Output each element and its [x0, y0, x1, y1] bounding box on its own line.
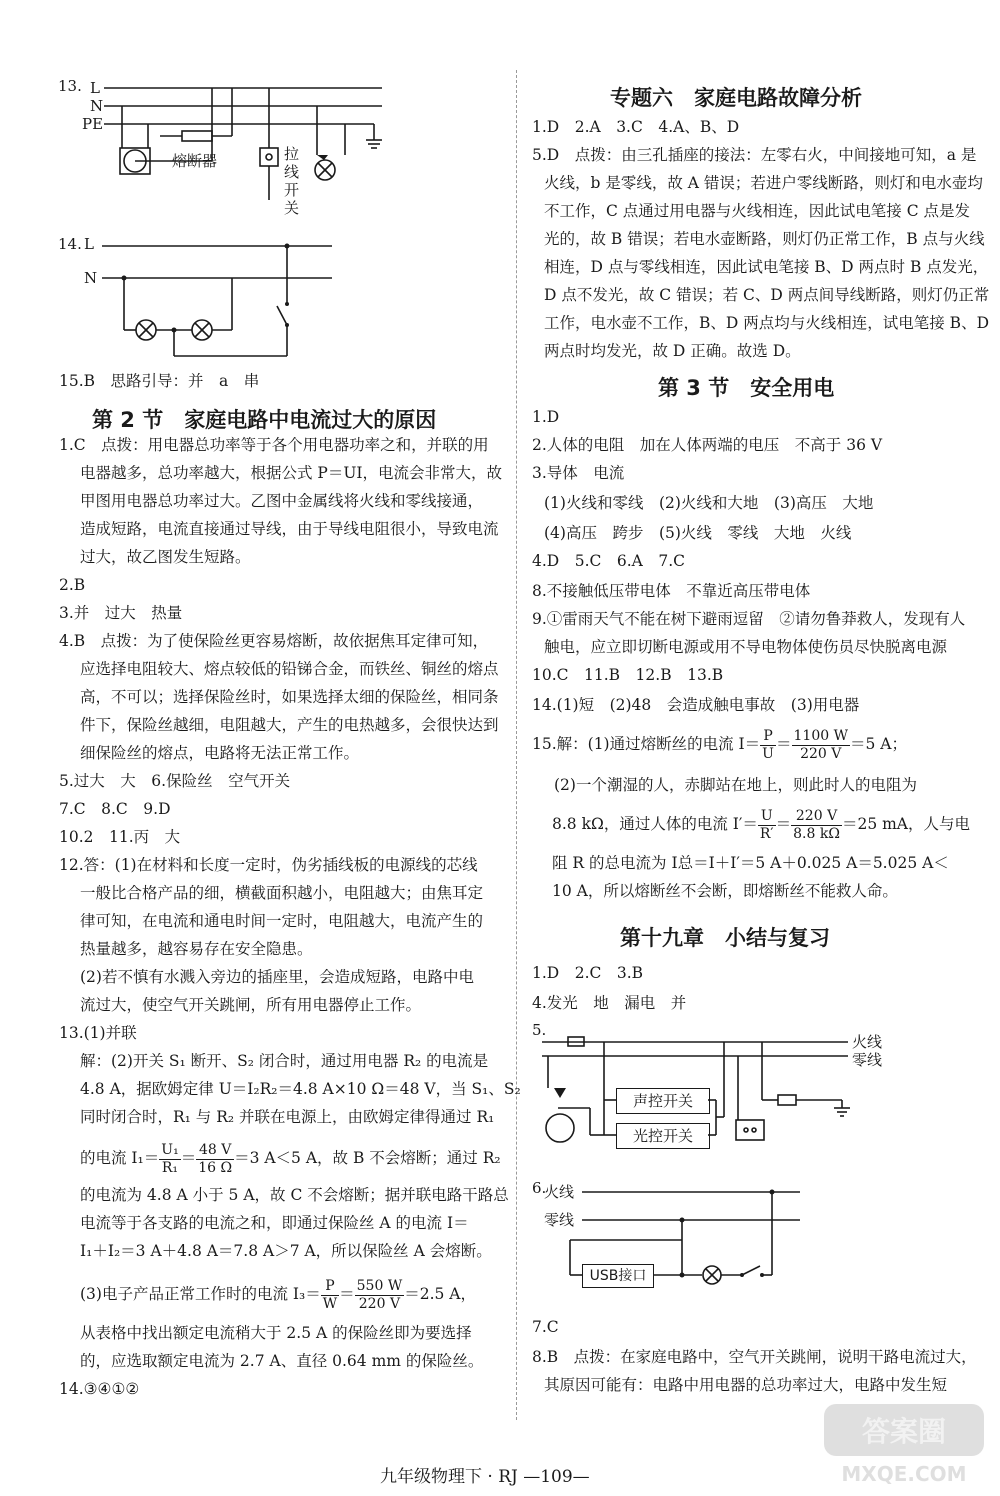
wire-label-pe: PE: [82, 115, 104, 133]
text-line: 2.B: [59, 576, 86, 594]
fraction: [196, 1142, 234, 1177]
pull-switch-char-1: 拉: [284, 145, 300, 163]
column-divider: [516, 70, 517, 1420]
fraction: [321, 1278, 339, 1313]
text-line: 不工作，C 点通过用电器与火线相连，因此试电笔接 C 点是发: [544, 202, 971, 220]
text-line: 10 A，所以熔断丝不会断，即熔断丝不能救人命。: [552, 882, 898, 900]
section-3-title: 第 3 节 安全用电: [658, 376, 835, 400]
text-line: 电器越多，总功率越大，根据公式 P＝UI，电流会非常大，故: [80, 464, 503, 482]
usb-port-box: USB接口: [582, 1264, 654, 1288]
text-line: 热量越多，越容易存在安全隐患。: [80, 940, 313, 958]
text-line: 5.过大 大 6.保险丝 空气开关: [59, 772, 291, 790]
text-line: (2)一个潮湿的人，赤脚站在地上，则此时人的电阻为: [554, 776, 917, 794]
text-line: 4.8 A，据欧姆定律 U＝I₂R₂＝4.8 A×10 Ω＝48 V，当 S₁、S₂: [80, 1080, 521, 1098]
text-line: 7.C 8.C 9.D: [59, 800, 171, 818]
formula-text: ＝: [775, 735, 792, 753]
text-line: 的，应选取额定电流为 2.7 A、直径 0.64 mm 的保险丝。: [80, 1352, 484, 1370]
text-line: 电流等于各支路的电流之和，即通过保险丝 A 的电流 I＝: [80, 1214, 469, 1232]
sound-control-switch-box: 声控开关: [616, 1088, 710, 1114]
q14-number: 14.: [58, 235, 82, 253]
q6-live-wire-label: 火线: [544, 1183, 575, 1201]
text-line: 4.发光 地 漏电 并: [532, 994, 687, 1012]
q6-circuit-svg: [530, 0, 970, 1300]
text-line: 从表格中找出额定电流稍大于 2.5 A 的保险丝即为要选择: [80, 1324, 472, 1342]
svg-text:MXQE.COM: MXQE.COM: [841, 1462, 967, 1486]
formula-text: 8.8 kΩ，通过人体的电流 I′＝: [552, 815, 758, 833]
text-line: 13.(1)并联: [59, 1024, 137, 1042]
text-line: 件下，保险丝越细，电阻越大，产生的电热越多，会很快达到: [80, 716, 499, 734]
svg-text:答案圈: 答案圈: [861, 1415, 947, 1448]
text-line: 解：(2)开关 S₁ 断开、S₂ 闭合时，通过用电器 R₂ 的电流是: [80, 1052, 489, 1070]
formula-text: (3)电子产品正常工作时的电流 I₃＝: [80, 1285, 321, 1303]
text-line: 1.D 2.C 3.B: [532, 964, 644, 982]
topic-6-title: 专题六 家庭电路故障分析: [610, 86, 862, 110]
text-line: 工作，电水壶不工作，B、D 两点均与火线相连，试电笔接 B、D: [544, 314, 989, 332]
fuse-label: 熔断器: [172, 152, 218, 170]
text-line: 3.导体 电流: [532, 464, 625, 482]
text-line: 同时闭合时，R₁ 与 R₂ 并联在电源上，由欧姆定律得通过 R₁: [80, 1108, 495, 1126]
formula-text: ＝3 A＜5 A，故 B 不会熔断；通过 R₂: [234, 1149, 501, 1167]
numerator: P: [321, 1278, 339, 1296]
q14-wire-n: N: [84, 269, 98, 287]
text-line: 1.C 点拨：用电器总功率等于各个用电器功率之和，并联的用: [59, 436, 489, 454]
numerator: 48 V: [196, 1142, 234, 1160]
formula-text: 15.解：(1)通过熔断丝的电流 I＝: [532, 735, 761, 753]
denominator: U: [762, 745, 774, 762]
formula-text: ＝25 mA，人与电: [841, 815, 970, 833]
text-line: 5.D 点拨：由三孔插座的接法：左零右火，中间接地可知，a 是: [532, 146, 977, 164]
text-line: 的电流为 4.8 A 小于 5 A，故 C 不会熔断；据并联电路干路总: [80, 1186, 509, 1204]
chapter-19-review-title: 第十九章 小结与复习: [620, 926, 830, 950]
text-line: (2)若不慎有水溅入旁边的插座里，会造成短路，电路中电: [80, 968, 474, 986]
numerator: U₁: [161, 1141, 179, 1158]
numerator: 1100 W: [793, 727, 848, 744]
text-line: 一般比合格产品的细，横截面积越小，电阻越大；由焦耳定: [80, 884, 484, 902]
formula-text: ＝: [180, 1149, 197, 1167]
numerator: P: [760, 728, 776, 746]
text-line: 8.B 点拨：在家庭电路中，空气开关跳闸，说明干路电流过大，: [532, 1348, 977, 1366]
watermark-logo: [818, 1398, 993, 1493]
denominator: 220 V: [358, 1295, 401, 1312]
denominator: R′: [759, 825, 774, 842]
text-line: 7.C: [532, 1318, 559, 1336]
text-line: (1)火线和零线 (2)火线和大地 (3)高压 大地: [544, 494, 874, 512]
text-line: 光的，故 B 错误；若电水壶断路，则灯仍正常工作，B 点与火线: [544, 230, 985, 248]
text-line: 高，不可以；选择保险丝时，如果选择太细的保险丝，相同条: [80, 688, 499, 706]
pull-switch-char-3: 开: [284, 181, 300, 199]
denominator: W: [322, 1295, 338, 1312]
text-line: 细保险丝的熔点，电路将无法正常工作。: [80, 744, 360, 762]
text-line: 14.(1)短 (2)48 会造成触电事故 (3)用电器: [532, 696, 860, 714]
q14-wire-l: L: [84, 235, 94, 253]
text-line: 甲图用电器总功率过大。乙图中金属线将火线和零线接通，: [80, 492, 484, 510]
pull-switch-char-4: 关: [284, 199, 300, 217]
q14-circuit-svg: [62, 0, 507, 380]
page-footer: 九年级物理下 · RJ —109—: [380, 1467, 590, 1487]
numerator: U: [758, 808, 776, 826]
text-line: 火线，b 是零线，故 A 错误；若进户零线断路，则灯和电水壶均: [544, 174, 983, 192]
wire-label-n: N: [90, 97, 104, 115]
formula-i1-line: [80, 1138, 501, 1178]
q6-number: 6.: [532, 1179, 547, 1197]
text-line: (4)高压 跨步 (5)火线 零线 大地 火线: [544, 524, 852, 542]
text-line: 过大，故乙图发生短路。: [80, 548, 251, 566]
text-line: 阻 R 的总电流为 I总＝I＋I′＝5 A＋0.025 A＝5.025 A＜: [552, 854, 949, 872]
formula-text: ＝5 A；: [849, 735, 907, 753]
formula-text: ＝: [339, 1285, 355, 1303]
wire-label-l: L: [90, 79, 100, 97]
text-line: 2.人体的电阻 加在人体两端的电压 不高于 36 V: [532, 436, 883, 454]
formula-text: 的电流 I₁＝: [80, 1149, 160, 1167]
text-line: 1.D 2.A 3.C 4.A、B、D: [532, 118, 740, 136]
text-line: 14.③④①②: [59, 1380, 140, 1398]
denominator: 16 Ω: [198, 1159, 233, 1176]
q5-number: 5.: [532, 1021, 547, 1039]
text-line: 其原因可能有：电路中用电器的总功率过大，电路中发生短: [544, 1376, 948, 1394]
text-line: 1.D: [532, 408, 560, 426]
text-line: 触电，应立即切断电源或用不导电物体使伤员尽快脱离电源: [544, 638, 948, 656]
q5-neutral-wire-label: 零线: [852, 1051, 883, 1069]
text-line: 4.B 点拨：为了使保险丝更容易熔断，故依据焦耳定律可知，: [59, 632, 489, 650]
fraction: [355, 1278, 405, 1313]
text-line: 12.答：(1)在材料和长度一定时，伪劣插线板的电源线的芯线: [59, 856, 478, 874]
section-2-title: 第 2 节 家庭电路中电流过大的原因: [92, 408, 437, 432]
fraction: [159, 1142, 180, 1177]
numerator: 220 V: [791, 808, 842, 826]
answer-q15: 15.B 思路引导：并 a 串: [59, 372, 260, 390]
q13-number: 13.: [58, 77, 82, 95]
formula-i3-line: [80, 1274, 476, 1314]
text-line: 流过大，使空气开关跳闸，所有用电器停止工作。: [80, 996, 422, 1014]
denominator: R₁: [161, 1159, 179, 1176]
numerator: 550 W: [356, 1277, 403, 1294]
q5-live-wire-label: 火线: [852, 1033, 883, 1051]
text-line: I₁＋I₂＝3 A＋4.8 A＝7.8 A＞7 A，所以保险丝 A 会熔断。: [80, 1242, 492, 1260]
pull-switch-char-2: 线: [284, 163, 300, 181]
text-line: 两点时均发光，故 D 正确。故选 D。: [544, 342, 801, 360]
denominator: 220 V: [800, 745, 842, 762]
formula-text: ＝: [775, 815, 792, 833]
formula-text: ＝2.5 A，: [404, 1285, 476, 1303]
text-line: D 点不发光，故 C 错误；若 C、D 两点间导线断路，则灯仍正常: [544, 286, 990, 304]
text-line: 3.并 过大 热量: [59, 604, 183, 622]
text-line: 4.D 5.C 6.A 7.C: [532, 552, 685, 570]
text-line: 9.①雷雨天气不能在树下避雨逗留 ②请勿鲁莽救人，发现有人: [532, 610, 966, 628]
text-line: 10.2 11.丙 大: [59, 828, 181, 846]
light-control-switch-box: 光控开关: [616, 1123, 710, 1149]
text-line: 造成短路，电流直接通过导线，由于导线电阻很小，导致电流: [80, 520, 499, 538]
text-line: 10.C 11.B 12.B 13.B: [532, 666, 724, 684]
q6-neutral-wire-label: 零线: [544, 1211, 575, 1229]
text-line: 应选择电阻较大、熔点较低的铅锑合金，而铁丝、铜丝的熔点: [80, 660, 499, 678]
text-line: 相连，D 点与零线相连，因此试电笔接 B、D 两点时 B 点发光，: [544, 258, 989, 276]
text-line: 律可知，在电流和通电时间一定时，电阻越大，电流产生的: [80, 912, 484, 930]
denominator: 8.8 kΩ: [793, 825, 840, 842]
text-line: 8.不接触低压带电体 不靠近高压带电体: [532, 582, 811, 600]
